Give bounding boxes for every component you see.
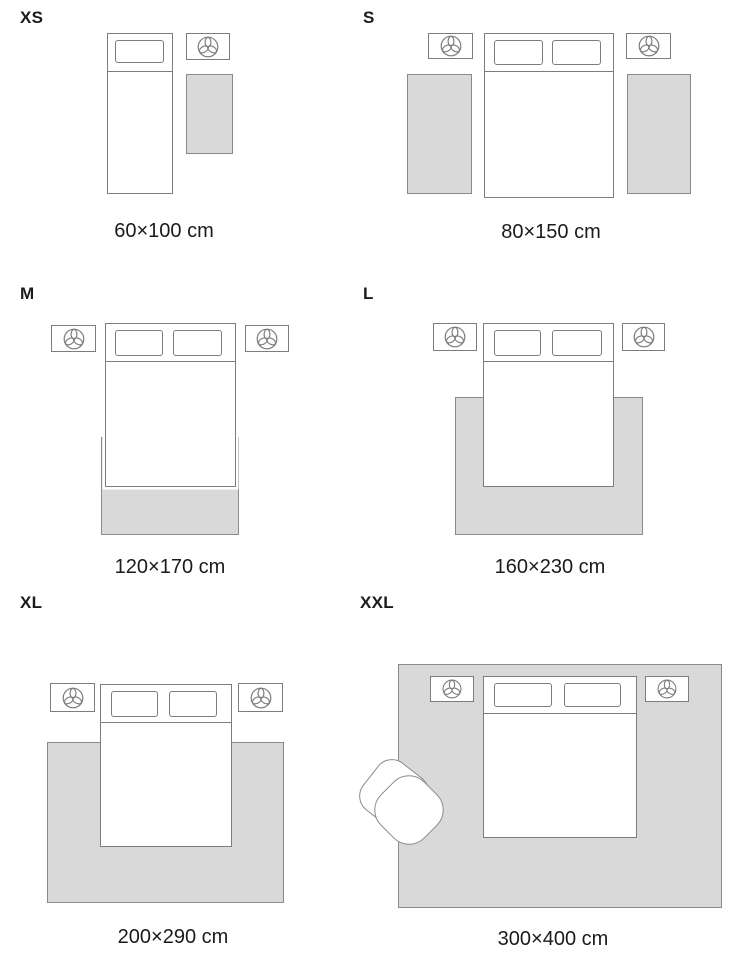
bed-headboard-divider bbox=[484, 713, 636, 714]
size-caption-xl: 200×290 cm bbox=[117, 926, 229, 948]
nightstand bbox=[186, 33, 230, 60]
pillow bbox=[564, 683, 621, 707]
double-bed bbox=[483, 323, 614, 487]
nightstand-right bbox=[626, 33, 671, 59]
bed-headboard-divider bbox=[484, 361, 613, 362]
nightstand-right bbox=[622, 323, 665, 351]
bed-headboard-divider bbox=[485, 71, 613, 72]
pillow bbox=[494, 683, 552, 707]
pillow bbox=[552, 40, 601, 65]
size-label-l: L bbox=[363, 284, 374, 303]
size-caption-m: 120×170 cm bbox=[114, 556, 226, 578]
plant-icon bbox=[444, 326, 466, 348]
size-caption-l: 160×230 cm bbox=[494, 556, 606, 578]
pillow bbox=[494, 40, 543, 65]
size-caption-xs: 60×100 cm bbox=[114, 220, 214, 242]
pillow bbox=[115, 330, 163, 356]
pillow bbox=[173, 330, 222, 356]
plant-icon bbox=[197, 36, 219, 58]
double-bed bbox=[483, 676, 637, 838]
plant-icon bbox=[256, 328, 278, 350]
plant-icon bbox=[62, 687, 84, 709]
nightstand-right bbox=[238, 683, 283, 712]
plant-icon bbox=[63, 328, 85, 350]
nightstand-left bbox=[433, 323, 477, 351]
bed-headboard-divider bbox=[108, 71, 172, 72]
nightstand-right bbox=[645, 676, 689, 702]
size-label-xxl: XXL bbox=[360, 593, 394, 612]
plant-icon bbox=[250, 687, 272, 709]
pillow bbox=[115, 40, 164, 63]
nightstand-right bbox=[245, 325, 289, 352]
plant-icon bbox=[657, 679, 677, 699]
double-bed bbox=[484, 33, 614, 198]
bed-headboard-divider bbox=[101, 722, 231, 723]
nightstand-left bbox=[50, 683, 95, 712]
size-caption-s: 80×150 cm bbox=[501, 221, 601, 243]
size-label-xs: XS bbox=[20, 8, 44, 27]
single-bed bbox=[107, 33, 173, 194]
pillow bbox=[169, 691, 217, 717]
nightstand-left bbox=[51, 325, 96, 352]
plant-icon bbox=[638, 35, 660, 57]
plant-icon bbox=[633, 326, 655, 348]
pillow bbox=[111, 691, 158, 717]
pillow bbox=[494, 330, 541, 356]
nightstand-left bbox=[430, 676, 474, 702]
size-caption-xxl: 300×400 cm bbox=[497, 928, 609, 950]
plant-icon bbox=[440, 35, 462, 57]
size-label-xl: XL bbox=[20, 593, 43, 612]
double-bed bbox=[100, 684, 232, 847]
double-bed bbox=[105, 323, 236, 487]
nightstand-left bbox=[428, 33, 473, 59]
size-label-m: M bbox=[20, 284, 35, 303]
bed-headboard-divider bbox=[106, 361, 235, 362]
size-label-s: S bbox=[363, 8, 375, 27]
plant-icon bbox=[442, 679, 462, 699]
pillow bbox=[552, 330, 602, 356]
